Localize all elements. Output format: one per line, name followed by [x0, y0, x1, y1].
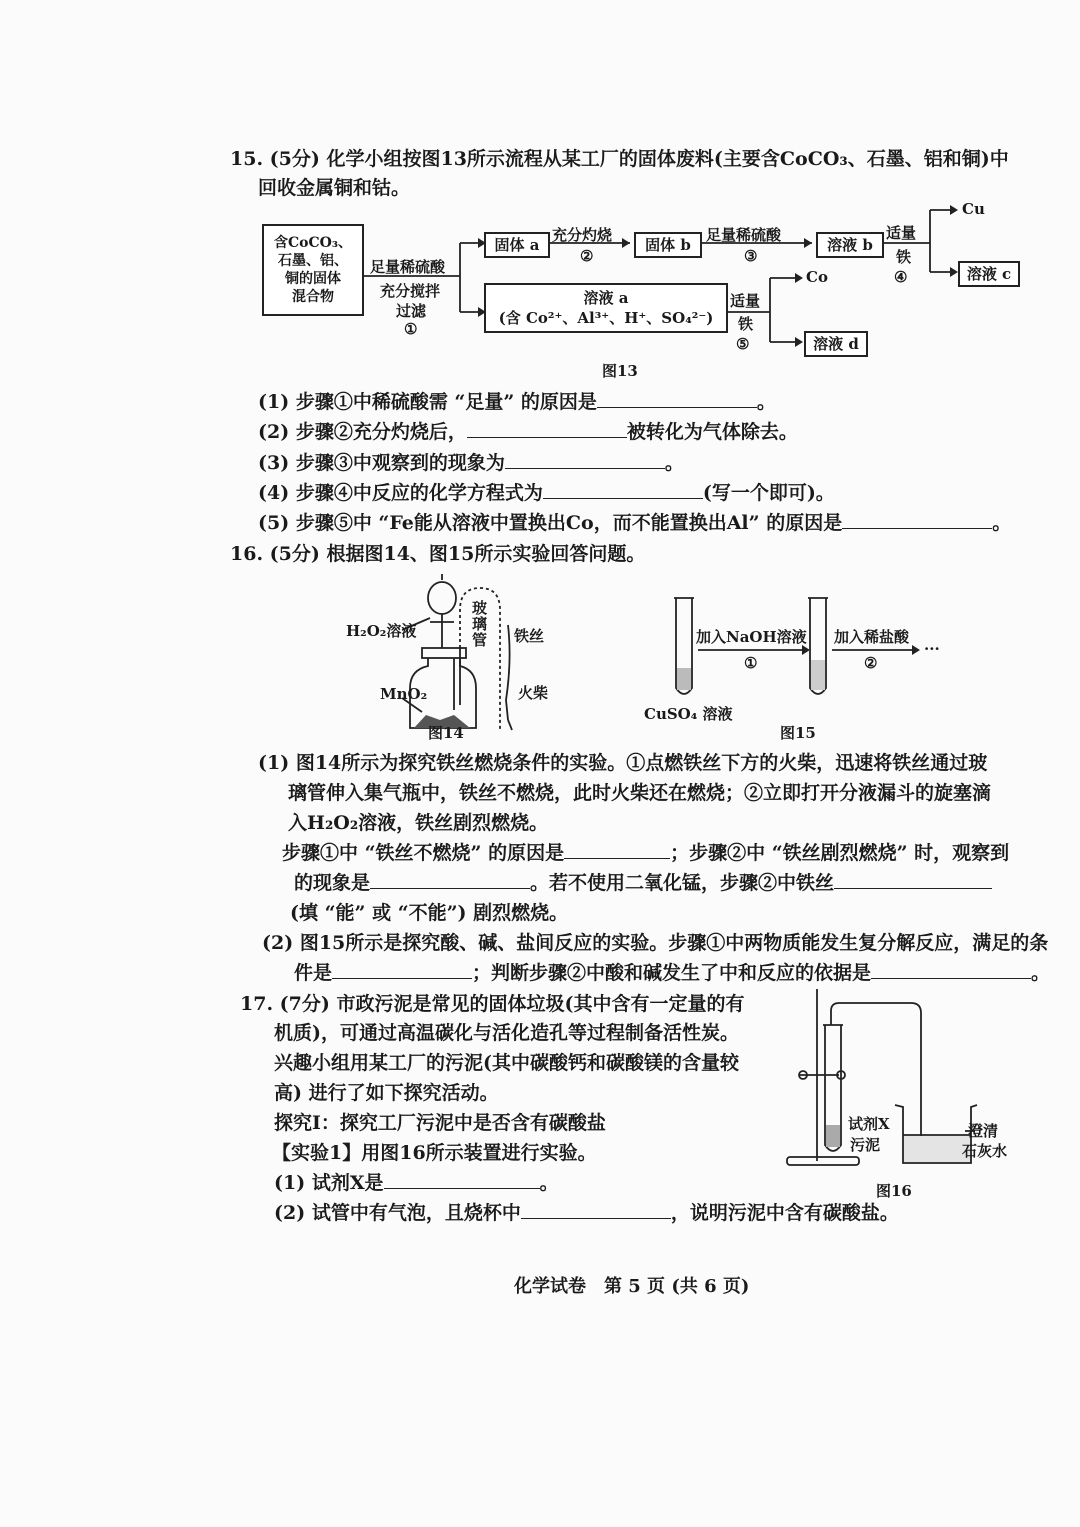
q16-p2-line2-b: ；判断步骤②中酸和碱发生了中和反应的依据是: [472, 962, 872, 984]
q15-part3-end: 。: [664, 452, 684, 474]
q16-p1-blank2[interactable]: [370, 872, 530, 889]
q16-p2-line1: (2) 图15所示是探究酸、碱、盐间反应的实验。步骤①中两物质能发生复分解反应，满足的条: [262, 932, 1049, 954]
q15-part1: [258, 390, 776, 414]
q17-part2-text: (2) 试管中有气泡，且烧杯中: [274, 1202, 521, 1224]
q15-part3-blank[interactable]: [505, 452, 665, 469]
q15-part2-text: (2) 步骤②充分灼烧后，: [258, 421, 467, 443]
step5-amount: 适量: [730, 292, 761, 310]
q16-p1-line4-b: ；步骤②中 “铁丝剧烈燃烧” 时，观察到: [670, 842, 1010, 864]
q15-part4: [258, 481, 835, 505]
fig15-step1-label: 加入NaOH溶液: [696, 628, 807, 646]
solution-a-box: [484, 283, 728, 333]
start-box-line1: 含CoCO₃、: [274, 235, 352, 251]
step4-amount: 适量: [886, 224, 917, 242]
q15-part4-blank[interactable]: [543, 482, 703, 499]
q15-part4-end: (写一个即可)。: [702, 482, 835, 504]
step3-number: ③: [744, 247, 758, 265]
figure-14-caption: 图14: [428, 724, 464, 742]
q17-part1-end: 。: [539, 1172, 559, 1194]
solid-a-box: 固体 a: [484, 232, 550, 258]
step4-number: ④: [894, 268, 908, 286]
figure-13-arrows: [0, 0, 1080, 400]
fig16-sludge-label: 污泥: [850, 1136, 881, 1154]
q15-part3-text: (3) 步骤③中观察到的现象为: [258, 452, 505, 474]
q15-part2-end: 被转化为气体除去。: [626, 421, 798, 443]
step2-number: ②: [580, 247, 594, 265]
q16-p2-line2: [294, 961, 1050, 985]
q15-stem-line1: 15. (5分) 化学小组按图13所示流程从某工厂的固体废料(主要含CoCO₃、石墨、铝和铜)中: [230, 148, 1009, 170]
step5-iron: 铁: [738, 315, 754, 333]
q15-part1-blank[interactable]: [597, 391, 757, 408]
step1-reagent: 足量稀硫酸: [370, 258, 446, 276]
q15-stem-line2: 回收金属铜和钴。: [258, 177, 411, 199]
figure-16-caption: 图16: [876, 1182, 912, 1200]
q16-p1-line3: 入H₂O₂溶液，铁丝剧烈燃烧。: [288, 812, 549, 834]
q16-p1-blank1[interactable]: [564, 842, 670, 859]
page-footer: 化学试卷 第 5 页 (共 6 页): [514, 1276, 750, 1297]
q15-part5: [258, 511, 1011, 535]
solution-d-box: 溶液 d: [804, 331, 868, 357]
product-cu: Cu: [962, 200, 985, 218]
q15-part5-text: (5) 步骤⑤中 “Fe能从溶液中置换出Co，而不能置换出Al” 的原因是: [258, 512, 843, 534]
q17-part2-end: ，说明污泥中含有碳酸盐。: [670, 1202, 899, 1224]
figure-13-caption: 图13: [602, 362, 638, 380]
fig16-limewater-label2: 石灰水: [962, 1142, 1008, 1160]
fig14-glass-tube-label: 玻璃管: [472, 599, 488, 649]
q17-line1: 17. (7分) 市政污泥是常见的固体垃圾(其中含有一定量的有: [240, 993, 745, 1015]
step1-filter: 过滤: [396, 302, 427, 320]
q16-p2-blank1[interactable]: [332, 962, 472, 979]
start-mixture-box: [262, 224, 364, 316]
q15-part3: [258, 451, 684, 475]
start-box-line3: 铜的固体: [285, 271, 341, 287]
step5-number: ⑤: [736, 335, 750, 353]
q17-line2: 机质)，可通过高温碳化与活化造孔等过程制备活性炭。: [274, 1022, 739, 1044]
q17-line5: 探究Ⅰ：探究工厂污泥中是否含有碳酸盐: [274, 1112, 606, 1134]
q16-p1-blank3[interactable]: [834, 872, 992, 889]
fig16-reagent-x-label: 试剂X: [848, 1115, 890, 1133]
q16-p1-line4-a: 步骤①中 “铁丝不燃烧” 的原因是: [282, 842, 565, 864]
q15-part1-text: (1) 步骤①中稀硫酸需 “足量” 的原因是: [258, 391, 597, 413]
q17-part1-blank[interactable]: [384, 1172, 540, 1189]
fig15-step2-number: ②: [864, 654, 878, 672]
q15-part2-blank[interactable]: [467, 421, 627, 438]
q16-p1-line1: (1) 图14所示为探究铁丝燃烧条件的实验。①点燃铁丝下方的火柴，迅速将铁丝通过玻: [258, 752, 988, 774]
step2-label: 充分灼烧: [552, 226, 613, 244]
step1-number: ①: [404, 320, 418, 338]
solution-c-box: 溶液 c: [958, 261, 1020, 287]
step3-label: 足量稀硫酸: [706, 226, 782, 244]
q15-part5-end: 。: [992, 512, 1012, 534]
q15-part4-text: (4) 步骤④中反应的化学方程式为: [258, 482, 543, 504]
fig14-mno2-label: MnO₂: [380, 685, 428, 703]
figure-15-apparatus: [660, 590, 940, 705]
start-box-line2: 石墨、铝、: [278, 253, 348, 269]
figure-15-caption: 图15: [780, 724, 816, 742]
fig15-ellipsis: ···: [924, 640, 940, 658]
q17-part2: [274, 1201, 899, 1225]
q17-line6: 【实验1】用图16所示装置进行实验。: [272, 1142, 597, 1164]
step4-iron: 铁: [896, 248, 912, 266]
q15-part1-end: 。: [756, 391, 776, 413]
step1-stir: 充分搅拌: [380, 282, 441, 300]
q16-p1-line5: [294, 871, 992, 895]
q16-p1-line5-a: 的现象是: [294, 872, 371, 894]
fig14-h2o2-label: H₂O₂溶液: [346, 622, 417, 640]
q17-line4: 高) 进行了如下探究活动。: [274, 1082, 499, 1104]
q16-stem: 16. (5分) 根据图14、图15所示实验回答问题。: [230, 543, 646, 565]
q16-p2-line2-c: 。: [1031, 962, 1051, 984]
fig14-iron-wire-label: 铁丝: [514, 627, 545, 645]
q17-part1-text: (1) 试剂X是: [274, 1172, 384, 1194]
figure-14-apparatus: [330, 570, 570, 735]
fig15-step1-number: ①: [744, 654, 758, 672]
q16-p1-line6: (填 “能” 或 “不能”) 剧烈燃烧。: [290, 902, 569, 924]
fig16-limewater-label1: 澄清: [968, 1122, 999, 1140]
q17-part1: [274, 1171, 559, 1195]
q16-p1-line5-b: 。若不使用二氧化锰，步骤②中铁丝: [530, 872, 835, 894]
fig15-step2-label: 加入稀盐酸: [834, 628, 910, 646]
q16-p1-line4: [282, 841, 1009, 865]
solution-a-ions: (含 Co²⁺、Al³⁺、H⁺、SO₄²⁻): [498, 309, 714, 327]
q15-part2: [258, 420, 798, 444]
fig14-match-label: 火柴: [518, 684, 549, 702]
fig15-cuso4-label: CuSO₄ 溶液: [644, 705, 733, 723]
q15-part5-blank[interactable]: [842, 512, 992, 529]
q17-line3: 兴趣小组用某工厂的污泥(其中碳酸钙和碳酸镁的含量较: [274, 1052, 739, 1074]
q16-p2-line2-a: 件是: [294, 962, 333, 984]
q16-p1-line2: 璃管伸入集气瓶中，铁丝不燃烧，此时火柴还在燃烧；②立即打开分液漏斗的旋塞滴: [288, 782, 992, 804]
solid-b-box: 固体 b: [634, 232, 702, 258]
solution-a-title: 溶液 a: [583, 289, 629, 307]
q16-p2-blank2[interactable]: [871, 962, 1031, 979]
product-co: Co: [806, 268, 828, 286]
q17-part2-blank[interactable]: [521, 1202, 671, 1219]
solution-b-box: 溶液 b: [816, 232, 884, 258]
start-box-line4: 混合物: [292, 289, 334, 305]
